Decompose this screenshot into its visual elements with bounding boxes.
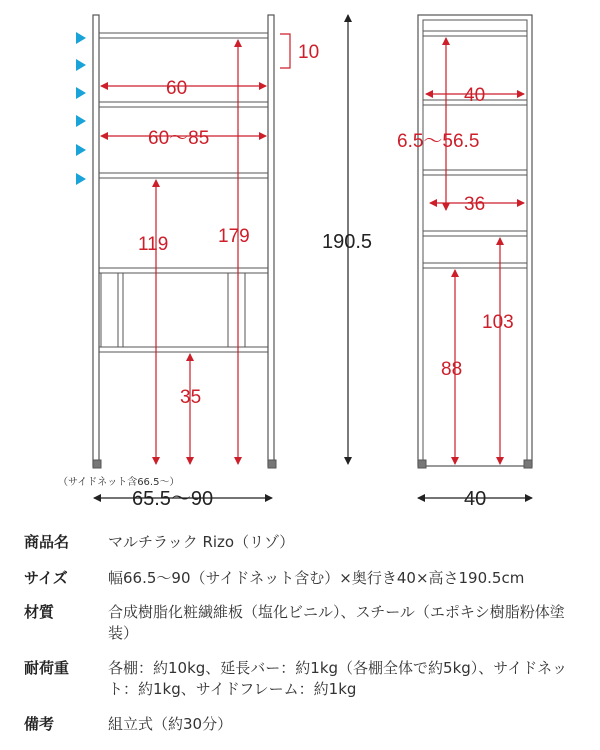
dim-pitch-range: 6.5～56.5 — [397, 131, 480, 152]
dim-height-bottom: 35 — [180, 387, 202, 408]
dim-height-mid: 119 — [138, 234, 169, 255]
marker-6 — [76, 173, 86, 185]
dim-shelf-width-range: 60～85 — [148, 128, 210, 149]
side-shelf-1 — [423, 31, 527, 36]
dim-depth-inner: 36 — [464, 194, 486, 215]
spec-label: サイズ — [24, 569, 68, 587]
dim-side-height-103: 103 — [482, 312, 514, 333]
dim-side-height-88: 88 — [441, 359, 463, 380]
spec-label: 耐荷重 — [24, 659, 70, 677]
right-post — [268, 15, 274, 466]
dim-depth-top: 40 — [464, 85, 486, 106]
dim-shelf-width: 60 — [166, 78, 188, 99]
dim-height-total-inner: 179 — [218, 226, 250, 247]
shelf-5 — [99, 347, 268, 352]
spec-value: マルチラック Rizo（リゾ） — [108, 533, 295, 551]
marker-4 — [76, 115, 86, 127]
spec-value: 組立式（約30分） — [108, 715, 233, 733]
side-foot-left — [418, 460, 426, 468]
foot-right — [268, 460, 276, 468]
shelf-position-markers — [76, 32, 86, 185]
side-shelf-3 — [423, 170, 527, 175]
foot-left — [93, 460, 101, 468]
dim-overall-width: 65.5～90 — [132, 488, 214, 510]
side-outer — [418, 15, 532, 466]
spec-label: 材質 — [24, 603, 55, 621]
shelf-4 — [99, 268, 268, 273]
side-frame-right — [228, 273, 245, 347]
shelf-3 — [99, 173, 268, 178]
side-frame-left — [101, 273, 118, 347]
dim-overall-depth: 40 — [464, 488, 487, 510]
spec-label: 備考 — [24, 715, 55, 733]
dim-gap-top: 10 — [298, 42, 320, 63]
spec-value: 幅66.5～90（サイドネット含む）×奥行き40×高さ190.5cm — [108, 569, 525, 587]
spec-label: 商品名 — [24, 533, 70, 551]
shelf-2 — [99, 102, 268, 107]
side-shelf-4 — [423, 231, 527, 236]
dim-overall-height: 190.5 — [322, 231, 373, 253]
marker-5 — [76, 144, 86, 156]
marker-1 — [76, 32, 86, 44]
marker-2 — [76, 59, 86, 71]
marker-3 — [76, 87, 86, 99]
shelf-1 — [99, 33, 268, 38]
left-post — [93, 15, 99, 466]
side-shelf-5 — [423, 263, 527, 268]
side-foot-right — [524, 460, 532, 468]
spec-value: 各棚：約10kg、延長バー：約1kg（各棚全体で約5kg）、サイドネット：約1kg、サイドフレーム：約1kg — [108, 659, 568, 698]
spec-value: 合成樹脂化粧繊維板（塩化ビニル）、スチール（エポキシ樹脂粉体塗装） — [108, 603, 565, 642]
side-net-note: （サイドネット含66.5～） — [58, 477, 180, 488]
gap-bracket — [280, 34, 290, 68]
side-view-frame — [418, 15, 532, 468]
